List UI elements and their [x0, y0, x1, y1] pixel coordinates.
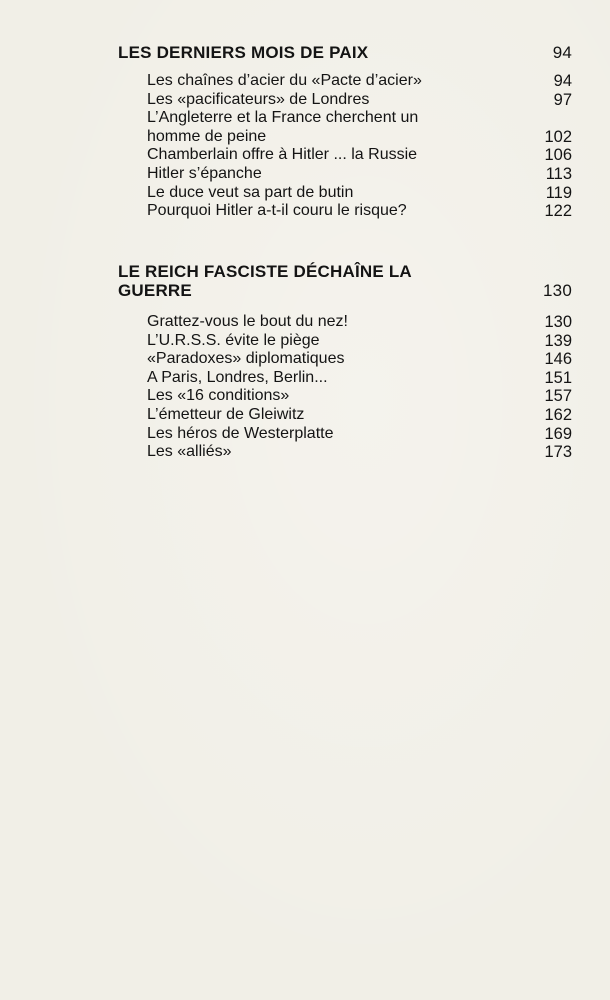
entry-page-number: 139 — [544, 331, 572, 350]
section-heading — [118, 43, 574, 62]
toc-section-1 — [118, 43, 574, 221]
entry-page-number: 97 — [553, 90, 572, 109]
entry-page-number: 173 — [544, 443, 572, 462]
toc-entry — [147, 313, 574, 332]
toc-entry — [147, 332, 574, 351]
entry-title: Les «16 conditions» — [147, 387, 290, 405]
entry-title: L’U.R.S.S. évite le piège — [147, 331, 320, 349]
toc-entry — [147, 350, 574, 369]
entry-title: Grattez-vous le bout du nez! — [147, 313, 348, 330]
section-page-number: 94 — [552, 43, 572, 62]
entry-page-number: 169 — [544, 424, 572, 443]
entry-page-number: 94 — [553, 72, 572, 90]
entry-title: L’Angleterre et la France cherchent un homme de peine — [147, 109, 419, 145]
entry-title: A Paris, Londres, Berlin... — [147, 368, 328, 386]
section-title: LE REICH FASCISTE DÉCHAÎNE LA GUERRE — [118, 262, 412, 300]
entry-page-number: 119 — [545, 183, 572, 202]
section-title: LES DERNIERS MOIS DE PAIX — [118, 43, 369, 62]
entry-page-number: 113 — [545, 164, 572, 183]
section-page-number: 130 — [543, 281, 572, 300]
toc-entry — [147, 202, 574, 221]
toc-entry-list — [147, 313, 574, 462]
entry-title: Les chaînes d’acier du «Pacte d’acier» — [147, 72, 422, 89]
toc-entry — [147, 425, 574, 444]
entry-page-number: 162 — [544, 405, 572, 424]
toc-entry — [147, 184, 574, 203]
entry-title: Les «alliés» — [147, 443, 232, 461]
entry-title: Pourquoi Hitler a-t-il couru le risque? — [147, 202, 407, 220]
toc-entry — [147, 91, 574, 110]
entry-page-number: 151 — [544, 368, 572, 387]
toc-entry — [147, 165, 574, 184]
entry-title: Le duce veut sa part de butin — [147, 183, 354, 201]
section-heading-page-row — [118, 281, 574, 300]
entry-page-number: 146 — [544, 350, 572, 369]
toc-entry — [147, 387, 574, 406]
toc-entry — [147, 443, 574, 462]
entry-page-number: 106 — [544, 146, 572, 165]
entry-title: Hitler s’épanche — [147, 164, 262, 182]
toc-entry — [147, 369, 574, 388]
entry-title: L’émetteur de Gleiwitz — [147, 405, 305, 423]
entry-page-number: 122 — [544, 202, 572, 221]
toc-entry — [147, 146, 574, 165]
entry-title: Chamberlain offre à Hitler ... la Russie — [147, 146, 418, 164]
entry-title: Les «pacificateurs» de Londres — [147, 90, 370, 108]
toc-entry — [147, 406, 574, 425]
toc-entry-page-row — [147, 128, 574, 147]
entry-title: Les héros de Westerplatte — [147, 424, 334, 442]
entry-title: «Paradoxes» diplomatiques — [147, 350, 345, 368]
entry-page-number: 157 — [544, 387, 572, 406]
entry-page-number: 102 — [544, 127, 572, 146]
toc-entry — [147, 72, 574, 91]
toc-section-2 — [118, 262, 574, 462]
toc-entry-list — [147, 72, 574, 221]
entry-page-number: 130 — [544, 313, 572, 331]
